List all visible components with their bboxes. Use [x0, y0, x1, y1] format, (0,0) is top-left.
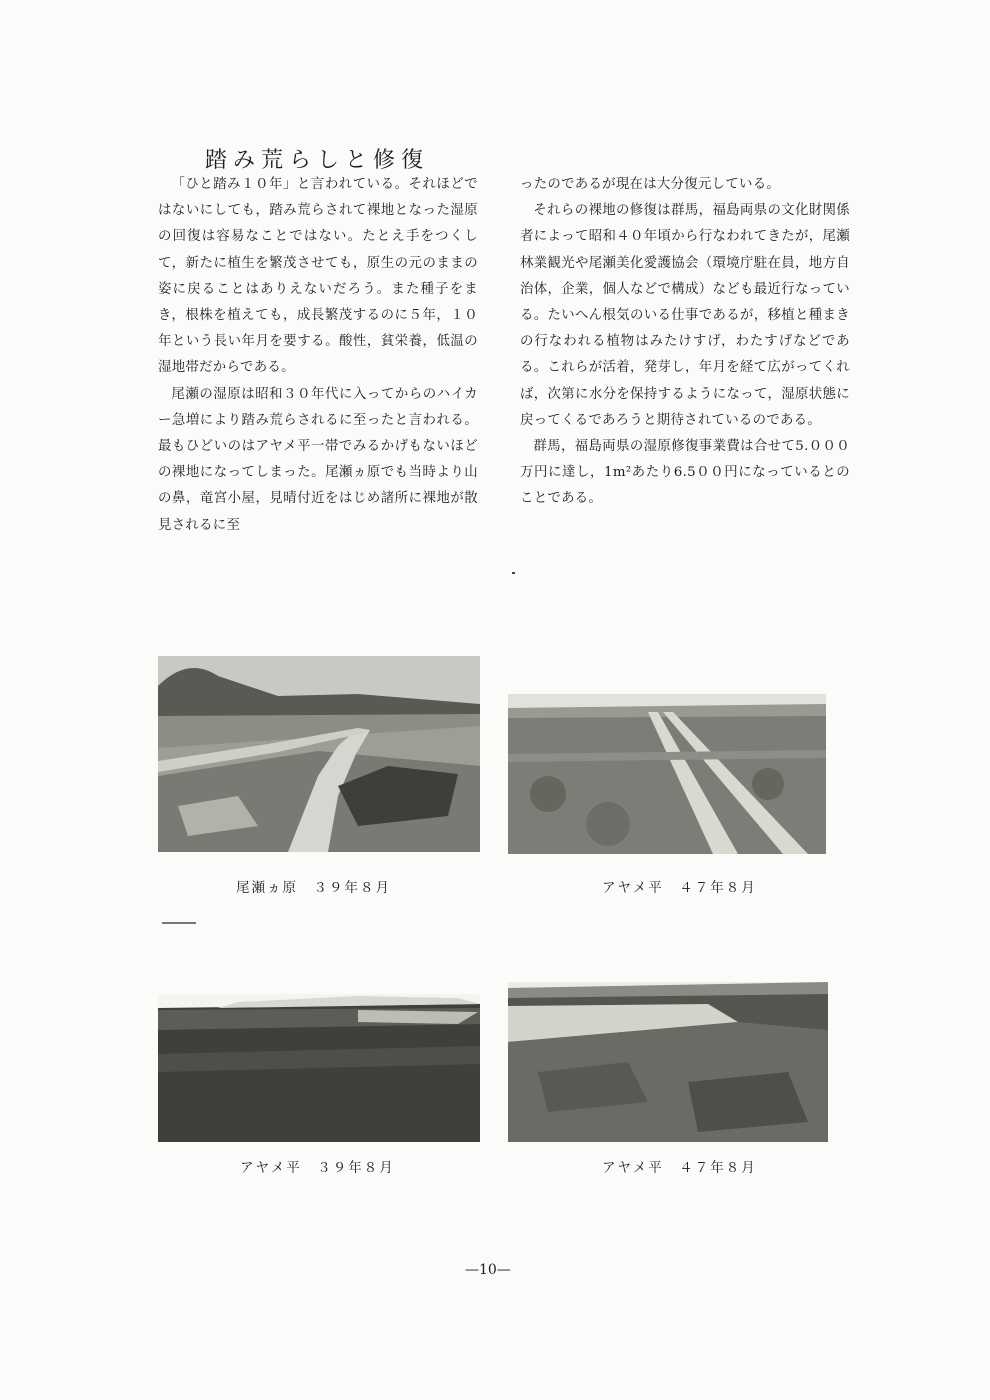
left-column	[158, 172, 478, 539]
right-column	[520, 172, 850, 513]
paragraph: 群馬，福島両県の湿原修復事業費は合せて5.０００万円に達し，1m²あたり6.5００円になっているとのことである。	[520, 439, 850, 507]
photo-ayamedaira-1972-a	[508, 694, 826, 854]
photo-caption: アヤメ平 ４７年８月	[602, 1160, 757, 1176]
photo-caption: アヤメ平 ３９年８月	[240, 1160, 395, 1176]
photo-caption: 尾瀬ヵ原 ３９年８月	[236, 880, 391, 896]
paragraph: ったのであるが現在は大分復元している。	[520, 177, 781, 192]
paragraph: 「ひと踏み１０年」と言われている。それほどではないにしても，踏み荒らされて裸地となった湿原の回復は容易なことではない。たとえ手をつくして，新たに植生を繁茂させても，原生の元のままの姿に戻ることはありえないだろう。また種子をまき，根株を植えても，成長繁茂するのに５年，１０年という長い年月を要する。酸性，貧栄養，低温の湿地帯だからである。	[158, 177, 478, 376]
scan-speck	[162, 922, 196, 924]
photo-ayamedaira-1972-b	[508, 982, 828, 1142]
scan-speck	[512, 572, 515, 574]
photo-ozegahara-1964	[158, 656, 480, 852]
photo-caption: アヤメ平 ４７年８月	[602, 880, 757, 896]
paragraph: それらの裸地の修復は群馬，福島両県の文化財関係者によって昭和４０年頃から行なわれてきたが，尾瀬林業観光や尾瀬美化愛護協会（環境庁駐在員，地方自治体，企業，個人などで構成）なども最近行なっている。たいへん根気のいる仕事であるが，移植と種まきの行なわれる植物はみたけすげ，わたすげなどである。これらが活着，発芽し，年月を経て広がってくれば，次第に水分を保持するようになって，湿原状態に戻ってくるであろうと期待されているのである。	[520, 203, 850, 428]
photo-ayamedaira-1964	[158, 994, 480, 1142]
section-title: 踏み荒らしと修復	[205, 147, 430, 173]
page-number: —10—	[465, 1262, 511, 1278]
paragraph: 尾瀬の湿原は昭和３０年代に入ってからのハイカー急増により踏み荒らされるに至ったと言われる。最もひどいのはアヤメ平一帯でみるかげもないほどの裸地になってしまった。尾瀬ヵ原でも当時より山の鼻，竜宮小屋，見晴付近をはじめ諸所に裸地が散見されるに至	[158, 386, 478, 533]
